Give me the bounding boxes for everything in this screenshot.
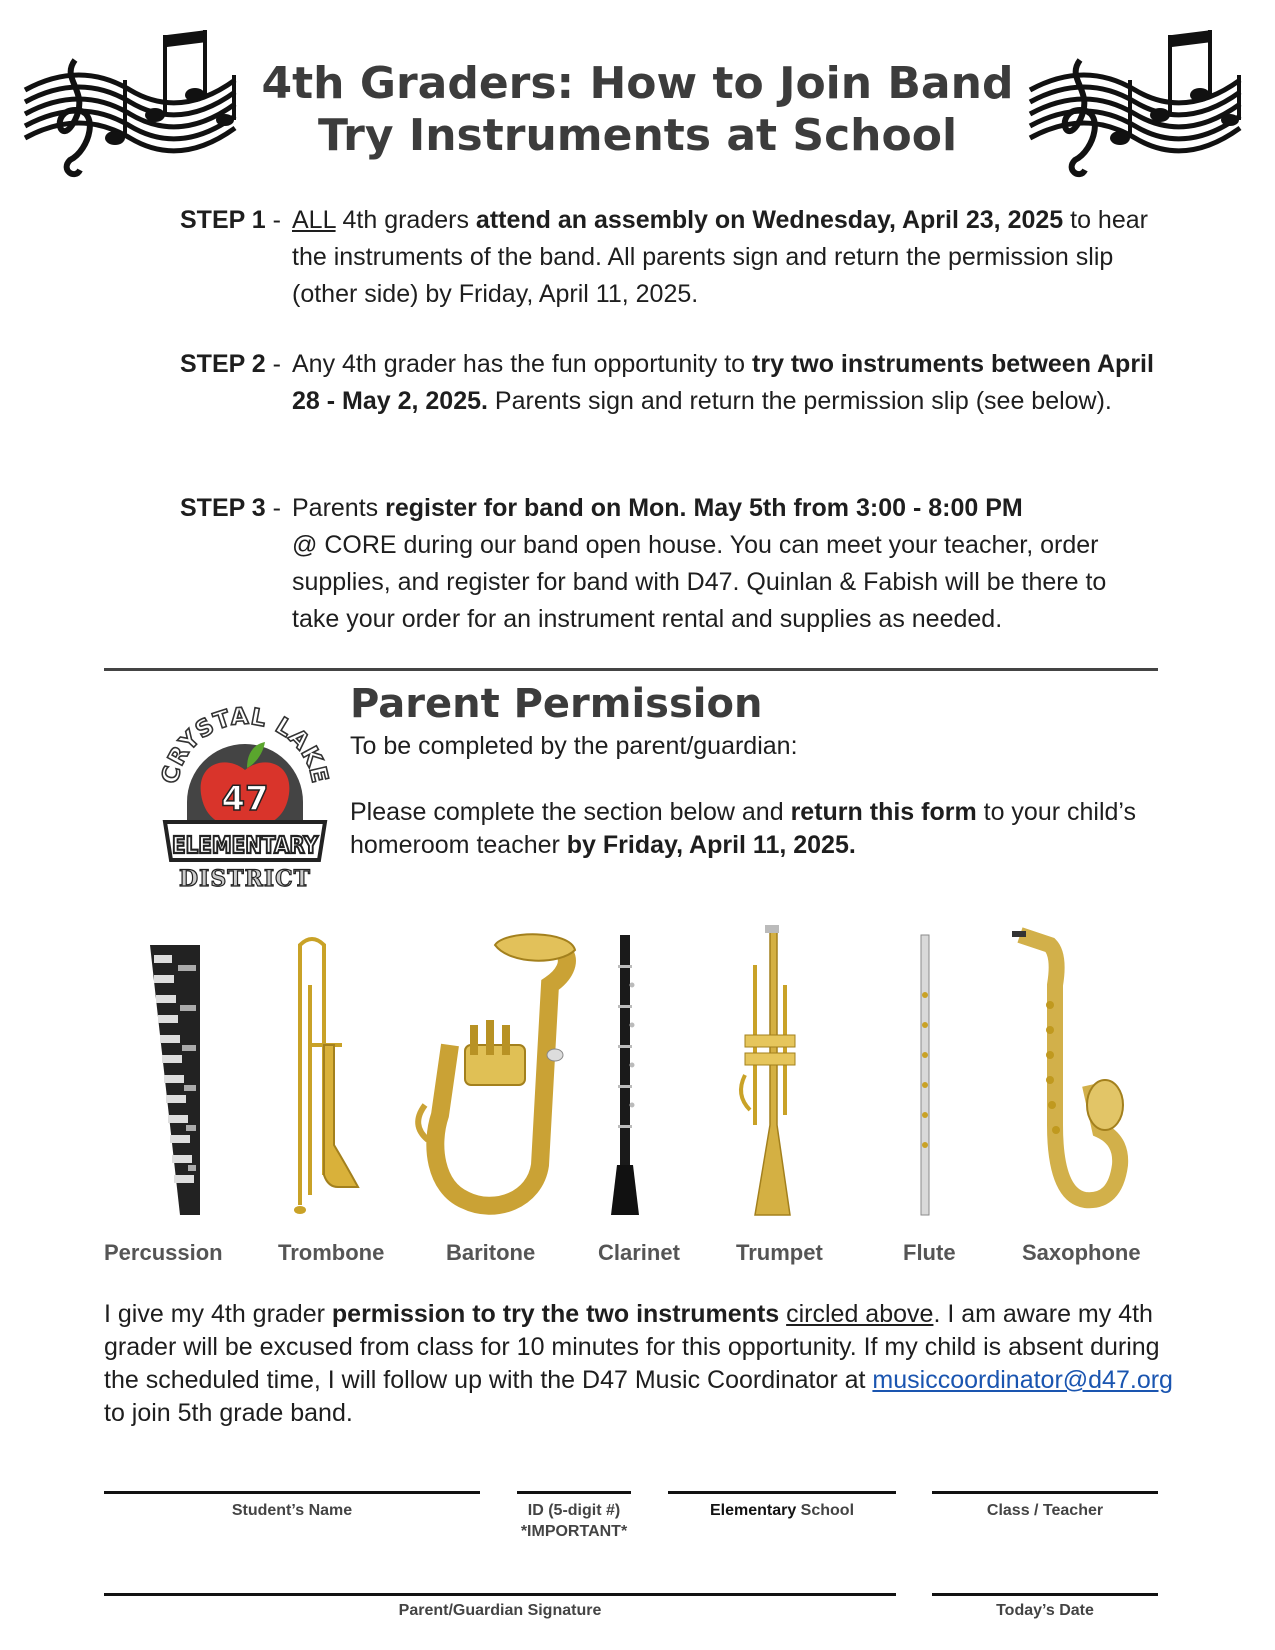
student-id-label-line-2: *IMPORTANT* [520, 1523, 628, 1540]
step-1-label: STEP 1 [180, 206, 266, 234]
student-id-line[interactable] [517, 1491, 631, 1494]
permission-text-a: Please complete the section below and [350, 798, 791, 826]
step-1-bold: attend an assembly on Wednesday, April 23, 2025 [475, 206, 1064, 234]
step-1-text-b: to hear the instruments of the band. All parents sign and return the permission slip (other side) by Friday, April 11, 2025. [292, 206, 1148, 308]
consent-bold: permission to try the two instruments [331, 1300, 780, 1328]
trombone-image [280, 925, 370, 1225]
permission-instructions [350, 730, 1170, 862]
step-2-bold: try two instruments between April 28 - May 2, 2025. [292, 350, 1154, 415]
consent-text-a: I give my 4th grader [104, 1300, 332, 1328]
clarinet-image [605, 925, 645, 1225]
instrument-label-baritone: Baritone [446, 1240, 536, 1265]
instrument-label-saxophone: Saxophone [1022, 1240, 1141, 1265]
step-2-text-b: Parents sign and return the permission slip (see below). [487, 387, 1112, 415]
parent-signature-line[interactable] [104, 1593, 896, 1596]
permission-bold-a: return this form [790, 798, 977, 826]
todays-date-line[interactable] [932, 1593, 1158, 1596]
flute-image [910, 925, 940, 1225]
logo-bottom-text: DISTRICT [178, 866, 312, 892]
saxophone-image [1010, 925, 1130, 1225]
consent-underline: circled above [786, 1300, 934, 1328]
trumpet-image [725, 925, 815, 1225]
permission-paragraph [350, 796, 1170, 862]
parent-signature-label: Parent/Guardian Signature [398, 1602, 602, 1619]
student-name-line[interactable] [104, 1491, 480, 1494]
consent-paragraph [104, 1298, 1184, 1430]
instrument-label-percussion: Percussion [104, 1240, 223, 1265]
school-label-bold: Elementary [709, 1502, 797, 1519]
instrument-label-clarinet: Clarinet [598, 1240, 680, 1265]
district-logo [155, 692, 335, 892]
step-3-text-a: Parents [292, 494, 386, 522]
permission-text-b: to your child’s homeroom teacher [350, 798, 1137, 859]
title-line-1: 4th Graders: How to Join Band [261, 58, 1014, 109]
step-2-dash: - [265, 350, 281, 378]
step-1-text-a: 4th graders [335, 206, 476, 234]
section-divider [104, 668, 1158, 671]
step-1 [180, 202, 1160, 313]
title-line-2: Try Instruments at School [317, 110, 958, 161]
step-2-text-a: Any 4th grader has the fun opportunity to [292, 350, 753, 378]
step-3-dash: - [265, 494, 281, 522]
class-teacher-label: Class / Teacher [986, 1502, 1104, 1519]
student-name-label: Student’s Name [231, 1502, 353, 1519]
school-label-rest: School [796, 1502, 855, 1519]
instrument-label-flute: Flute [903, 1240, 956, 1265]
step-2 [180, 346, 1160, 420]
step-3-bold: register for band on Mon. May 5th from 3:00 - 8:00 PM [385, 494, 1023, 522]
percussion-image [140, 925, 210, 1225]
instrument-label-trumpet: Trumpet [736, 1240, 823, 1265]
todays-date-label: Today’s Date [996, 1602, 1094, 1619]
logo-banner-text: ELEMENTARY [172, 833, 319, 859]
step-2-label: STEP 2 [180, 350, 266, 378]
permission-bold-b: by Friday, April 11, 2025. [566, 831, 856, 859]
logo-arc-text: CRYSTAL LAKE [157, 703, 333, 787]
step-3-text-b: @ CORE during our band open house. You can meet your teacher, order supplies, and register for band with D47. Quinlan & Fabish will be there to take your order for an instrument rental and supplies as needed. [292, 531, 1107, 633]
permission-line-1: To be completed by the parent/guardian: [350, 732, 798, 760]
student-id-label [500, 1500, 648, 1542]
permission-title: Parent Permission [350, 681, 763, 727]
student-id-label-line-1: ID (5-digit #) [527, 1502, 621, 1519]
page-title [0, 58, 1275, 162]
coordinator-email-link[interactable]: musiccoordinator@d47.org [872, 1366, 1173, 1394]
school-line[interactable] [668, 1491, 896, 1494]
class-teacher-line[interactable] [932, 1491, 1158, 1494]
consent-text-c: to join 5th grade band. [104, 1399, 353, 1427]
step-1-underline: ALL [292, 206, 336, 234]
instrument-label-trombone: Trombone [278, 1240, 385, 1265]
baritone-image [410, 925, 580, 1225]
logo-number: 47 [221, 779, 269, 819]
step-1-dash: - [265, 206, 281, 234]
step-3-label: STEP 3 [180, 494, 266, 522]
school-label [668, 1500, 896, 1521]
consent-text-b: . I am aware my 4th grader will be excused from class for 10 minutes for this opportunity. If my child is absent during the scheduled time, I will follow up with the D47 Music Coordinator at [104, 1300, 1160, 1394]
step-3 [180, 490, 1160, 638]
